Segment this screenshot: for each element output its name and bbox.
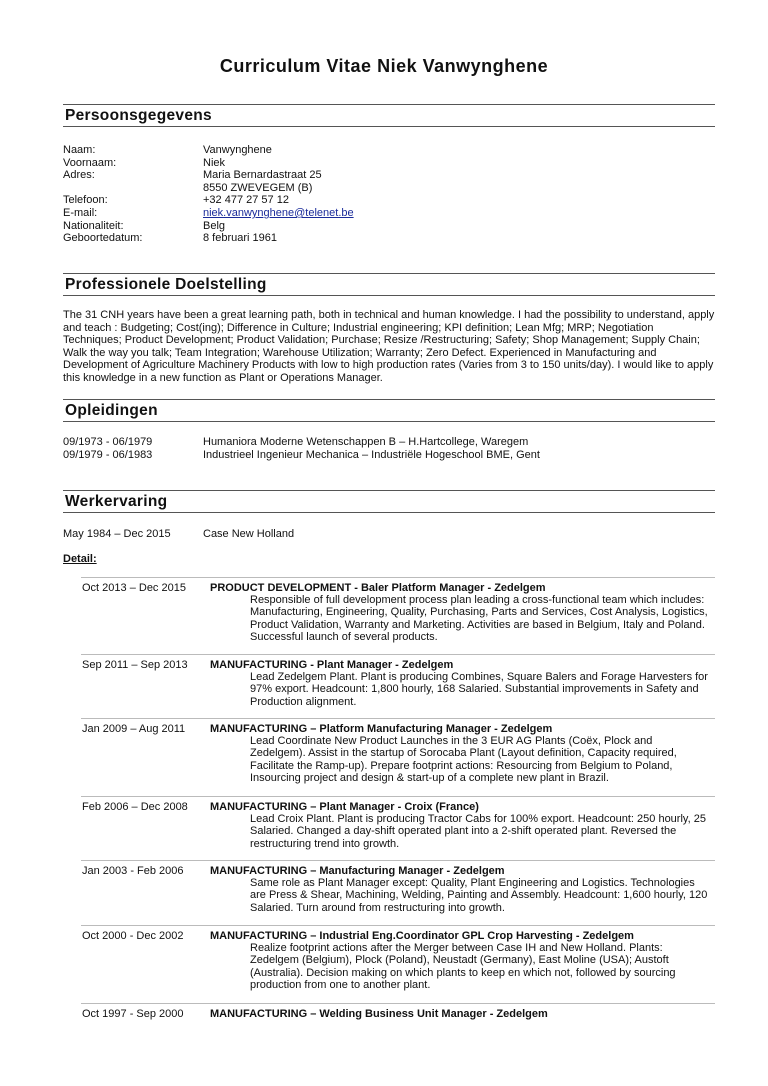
section-heading-experience: Werkervaring [63, 490, 715, 513]
personal-label [63, 182, 203, 195]
personal-value: 8550 ZWEVEGEM (B) [203, 181, 313, 194]
personal-label: Voornaam: [63, 156, 117, 169]
personal-details [63, 144, 715, 245]
detail-label: Detail: [63, 553, 97, 565]
education-date: 09/1979 - 06/1983 [63, 448, 153, 461]
employment-company: Case New Holland [203, 528, 295, 540]
objective-text: The 31 CNH years have been a great learning path, both in technical and human knowledge. I had the possibility to understand, apply and teach : Budgeting; Cost(ing); Difference in Culture; Industrial engineering; KPI definition; Lean Mfg; MRP; Negotiation Techniques; Product Development; Product Validation; Purchase; Resize /Restructuring; Safety; Shop Management; Supply Chain; Walk the way you talk; Team Integration; Warehouse Utilization; Warranty; Zero Defect. Experienced in Manufacturing and Development of Agriculture Machinery Products with low to high production rates (Varies from 3 to 150 units/day). I would like to apply this knowledge in a new function as Plant or Operations Manager. [63, 309, 715, 384]
job-entry [81, 925, 715, 1000]
personal-value: Maria Bernardastraat 25 [203, 169, 322, 182]
education-row [63, 436, 715, 449]
job-description: Realize footprint actions after the Merger between Case IH and New Holland. Plants: Zedelgem (Belgium), Plock (Poland), Neustadt (Germany), East Moline (USA); Austoft (Australia). Decision making on which plants to keep en which not, followed by sourcing production from one to another plant. [250, 942, 676, 992]
education-row [63, 449, 715, 462]
job-description: Lead Coordinate New Product Launches in the 3 EUR AG Plants (Coëx, Plock and Zedelgem). Assist in the startup of Sorocaba Plant (Layout definition, Capacity required, Facilitate the Ramp-up). Prepare footprint actions: Resourcing from Belgium to Poland, Insourcing project and design & start-up of a complete new plant in Brazil. [250, 735, 677, 785]
job-description: Lead Croix Plant. Plant is producing Tractor Cabs for 100% export. Headcount: 250 hourly, 25 Salaried. Changed a day-shift operated plant into a 2-shift operated plant. Reversed the restructuring trend into growth. [250, 813, 706, 850]
personal-row [63, 144, 715, 157]
personal-row [63, 182, 715, 195]
education-list [63, 436, 715, 462]
job-role: PRODUCT DEVELOPMENT - Baler Platform Manager - Zedelgem [210, 582, 546, 594]
job-entry [81, 860, 715, 921]
job-date: Sep 2011 – Sep 2013 [82, 659, 188, 671]
document-title: Curriculum Vitae Niek Vanwynghene [219, 56, 549, 76]
job-description: Responsible of full development process plan leading a cross-functional team which includes: Manufacturing, Engineering, Quality, Purchasing, Parts and Services, Cost Analysis, Logistics, Product Validation, Warranty and Marketing. Activities are based in Belgium, Italy and Poland. Successful launch of several products. [250, 594, 708, 644]
employment-date: May 1984 – Dec 2015 [63, 528, 171, 540]
email-link[interactable]: niek.vanwynghene@telenet.be [203, 206, 354, 219]
personal-label: Telefoon: [63, 194, 108, 207]
education-text: Humaniora Moderne Wetenschappen B – H.Hartcollege, Waregem [203, 436, 529, 448]
education-date: 09/1973 - 06/1979 [63, 436, 153, 448]
personal-value: Vanwynghene [203, 144, 272, 156]
education-text: Industrieel Ingenieur Mechanica – Industriële Hogeschool BME, Gent [203, 448, 540, 461]
section-experience [63, 490, 715, 513]
personal-label: E-mail: [63, 206, 98, 219]
personal-value: +32 477 27 57 12 [203, 194, 289, 207]
section-heading-objective: Professionele Doelstelling [63, 273, 715, 296]
job-role: MANUFACTURING – Welding Business Unit Manager - Zedelgem [210, 1008, 548, 1020]
personal-row [63, 207, 715, 220]
job-date: Oct 1997 - Sep 2000 [82, 1008, 184, 1020]
job-entry [81, 654, 715, 715]
job-date: Jan 2009 – Aug 2011 [82, 723, 186, 735]
job-entry [81, 796, 715, 857]
job-date: Jan 2003 - Feb 2006 [82, 865, 184, 877]
section-heading-education: Opleidingen [63, 399, 715, 422]
job-date: Oct 2013 – Dec 2015 [82, 582, 186, 594]
job-role: MANUFACTURING – Industrial Eng.Coordinator GPL Crop Harvesting - Zedelgem [210, 930, 634, 942]
section-heading-personal: Persoonsgegevens [63, 104, 715, 127]
job-entry [81, 718, 715, 793]
job-description: Same role as Plant Manager except: Quality, Plant Engineering and Logistics. Technologies are Press & Shear, Machining, Welding, Painting and Assembly. Headcount: 1,600 hourly, 120 Salaried. Turn around from restructuring into growth. [250, 877, 708, 914]
personal-label: Adres: [63, 169, 95, 182]
job-role: MANUFACTURING – Plant Manager - Croix (France) [210, 801, 479, 813]
job-role: MANUFACTURING – Manufacturing Manager - Zedelgem [210, 865, 505, 877]
job-entry [81, 1003, 715, 1028]
personal-value: Niek [203, 156, 226, 169]
personal-row [63, 194, 715, 207]
section-education [63, 399, 715, 422]
job-date: Feb 2006 – Dec 2008 [82, 801, 188, 813]
personal-value: Belg [203, 219, 226, 232]
personal-label: Geboortedatum: [63, 232, 143, 245]
job-role: MANUFACTURING - Plant Manager - Zedelgem [210, 659, 454, 671]
job-entry [81, 577, 715, 650]
personal-label: Naam: [63, 144, 96, 156]
personal-row [63, 232, 715, 245]
job-role: MANUFACTURING – Platform Manufacturing Manager - Zedelgem [210, 723, 553, 735]
personal-value: 8 februari 1961 [203, 232, 277, 245]
personal-row [63, 220, 715, 233]
employment-row [63, 528, 715, 540]
personal-label: Nationaliteit: [63, 219, 124, 232]
personal-row [63, 157, 715, 170]
job-date: Oct 2000 - Dec 2002 [82, 930, 184, 942]
personal-row [63, 169, 715, 182]
section-personal [63, 104, 715, 127]
section-objective [63, 273, 715, 296]
job-description: Lead Zedelgem Plant. Plant is producing Combines, Square Balers and Forage Harvesters for 97% export. Headcount: 1,800 hourly, 168 Salaried. Substantial improvements in Safety and Production alignment. [250, 671, 708, 708]
